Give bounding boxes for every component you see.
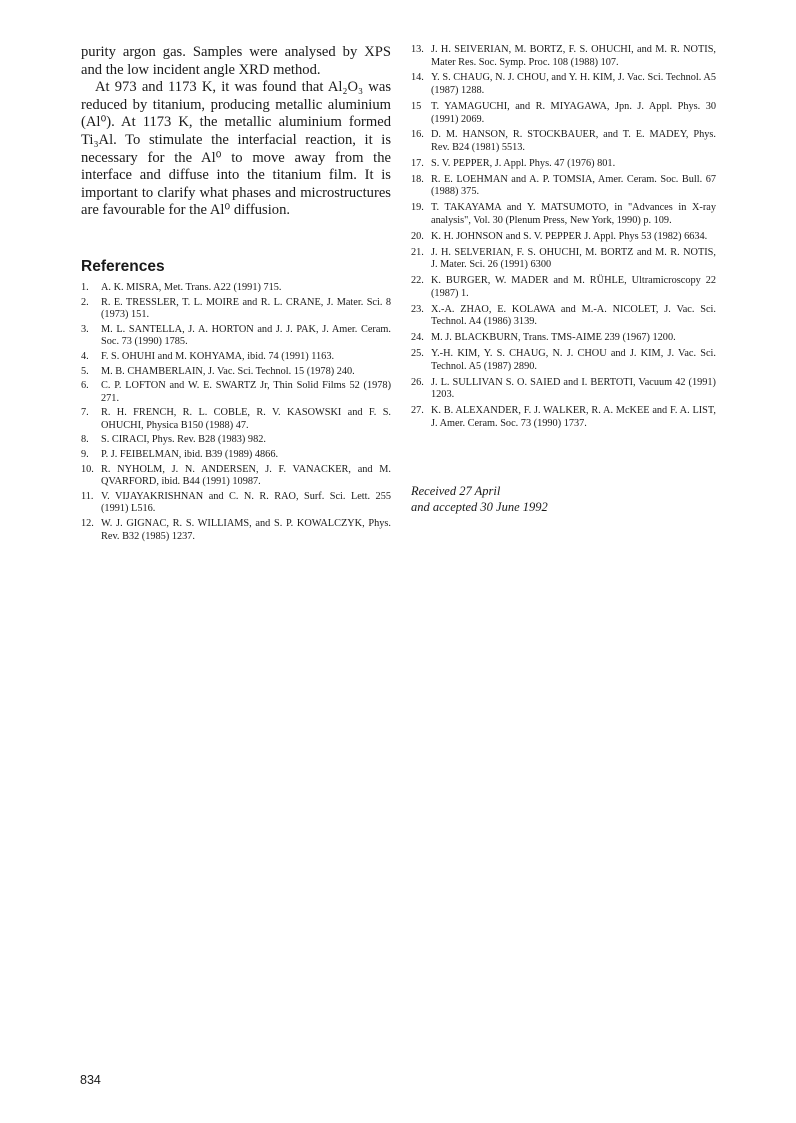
reference-text: M. J. BLACKBURN, Trans. TMS-AIME 239 (1967) 1200. bbox=[431, 332, 676, 344]
references-list-left bbox=[81, 282, 391, 543]
right-column bbox=[411, 44, 716, 433]
reference-text: A. K. MISRA, Met. Trans. A22 (1991) 715. bbox=[101, 281, 282, 293]
reference-text: J. H. SEIVERIAN, M. BORTZ, F. S. OHUCHI, and M. R. NOTIS, Mater Res. Soc. Symp. Proc. 108 (1988) 107. bbox=[431, 44, 716, 68]
reference-text: R. E. LOEHMAN and A. P. TOMSIA, Amer. Ceram. Soc. Bull. 67 (1988) 375. bbox=[431, 173, 716, 198]
reference-entry bbox=[81, 464, 391, 489]
reference-entry bbox=[81, 366, 391, 379]
reference-entry bbox=[411, 348, 716, 373]
reference-text: W. J. GIGNAC, R. S. WILLIAMS, and S. P. KOWALCZYK, Phys. Rev. B32 (1985) 1237. bbox=[101, 518, 391, 542]
references-heading: References bbox=[81, 257, 165, 275]
reference-entry bbox=[411, 332, 716, 345]
accepted-line: and accepted 30 June 1992 bbox=[411, 499, 548, 514]
reference-number: 9. bbox=[81, 449, 89, 461]
reference-number: 1. bbox=[81, 281, 89, 293]
received-line: Received 27 April bbox=[411, 484, 501, 498]
reference-number: 20. bbox=[411, 230, 424, 242]
reference-entry bbox=[81, 351, 391, 364]
reference-number: 5. bbox=[81, 365, 89, 377]
reference-number: 23. bbox=[411, 303, 424, 315]
reference-text: M. L. SANTELLA, J. A. HORTON and J. J. PAK, J. Amer. Ceram. Soc. 73 (1990) 1785. bbox=[101, 323, 391, 348]
reference-number: 18. bbox=[411, 173, 424, 185]
received-dates bbox=[411, 484, 548, 515]
reference-number: 6. bbox=[81, 380, 89, 392]
reference-number: 7. bbox=[81, 407, 89, 419]
reference-text: K. B. ALEXANDER, F. J. WALKER, R. A. McKEE and F. A. LIST, J. Amer. Ceram. Soc. 73 (1990) 1737. bbox=[431, 405, 716, 429]
reference-text: S. V. PEPPER, J. Appl. Phys. 47 (1976) 801. bbox=[431, 157, 616, 169]
reference-text: Y.-H. KIM, Y. S. CHAUG, N. J. CHOU and J. KIM, J. Vac. Sci. Technol. A5 (1987) 2890. bbox=[431, 348, 716, 372]
reference-number: 22. bbox=[411, 275, 424, 287]
reference-entry bbox=[411, 101, 716, 126]
reference-number: 19. bbox=[411, 202, 424, 214]
reference-entry bbox=[411, 202, 716, 227]
body-paragraph-2: At 973 and 1173 K, it was found that Al₂O₃ was reduced by titanium, producing metallic aluminium (Al⁰). At 1173 K, the metallic aluminium formed Ti₃Al. To stimulate the interfacial reaction, it is necessary for the Al⁰ to move away from the interface and diffuse into the titanium film. It is important to clarify what phases and microstructures are favourable for the Al⁰ diffusion. bbox=[81, 79, 391, 219]
reference-entry bbox=[411, 158, 716, 171]
reference-text: R. H. FRENCH, R. L. COBLE, R. V. KASOWSKI and F. S. OHUCHI, Physica B150 (1988) 47. bbox=[101, 407, 391, 431]
reference-text: K. H. JOHNSON and S. V. PEPPER J. Appl. Phys 53 (1982) 6634. bbox=[431, 230, 708, 242]
reference-text: J. L. SULLIVAN S. O. SAIED and I. BERTOTI, Vacuum 42 (1991) 1203. bbox=[431, 376, 716, 401]
reference-text: F. S. OHUHI and M. KOHYAMA, ibid. 74 (1991) 1163. bbox=[101, 350, 335, 362]
reference-number: 2. bbox=[81, 296, 89, 308]
reference-number: 10. bbox=[81, 463, 94, 475]
reference-number: 15 bbox=[411, 100, 422, 112]
reference-entry bbox=[81, 518, 391, 543]
reference-entry bbox=[411, 44, 716, 69]
reference-entry bbox=[411, 377, 716, 402]
reference-number: 8. bbox=[81, 434, 89, 446]
reference-number: 3. bbox=[81, 323, 89, 335]
reference-text: S. CIRACI, Phys. Rev. B28 (1983) 982. bbox=[101, 434, 266, 446]
reference-entry bbox=[411, 275, 716, 300]
reference-entry bbox=[411, 231, 716, 244]
references-list-right bbox=[411, 44, 716, 430]
reference-text: R. NYHOLM, J. N. ANDERSEN, J. F. VANACKER, and M. QVARFORD, ibid. B44 (1991) 10987. bbox=[101, 463, 391, 488]
reference-number: 12. bbox=[81, 518, 94, 530]
reference-number: 26. bbox=[411, 376, 424, 388]
reference-text: J. H. SELVERIAN, F. S. OHUCHI, M. BORTZ and M. R. NOTIS, J. Mater. Sci. 26 (1991) 6300 bbox=[431, 246, 716, 271]
reference-text: M. B. CHAMBERLAIN, J. Vac. Sci. Technol. 15 (1978) 240. bbox=[101, 365, 355, 377]
reference-entry bbox=[411, 247, 716, 272]
reference-entry bbox=[411, 405, 716, 430]
reference-text: T. YAMAGUCHI, and R. MIYAGAWA, Jpn. J. Appl. Phys. 30 (1991) 2069. bbox=[431, 100, 716, 125]
reference-text: C. P. LOFTON and W. E. SWARTZ Jr, Thin Solid Films 52 (1978) 271. bbox=[101, 380, 391, 404]
reference-entry bbox=[81, 449, 391, 462]
reference-number: 17. bbox=[411, 157, 424, 169]
reference-text: P. J. FEIBELMAN, ibid. B39 (1989) 4866. bbox=[101, 449, 279, 461]
reference-entry bbox=[81, 407, 391, 432]
reference-text: X.-A. ZHAO, E. KOLAWA and M.-A. NICOLET, J. Vac. Sci. Technol. A4 (1986) 3139. bbox=[431, 303, 716, 328]
reference-number: 14. bbox=[411, 72, 424, 84]
reference-number: 24. bbox=[411, 332, 424, 344]
reference-entry bbox=[411, 174, 716, 199]
reference-entry bbox=[81, 297, 391, 322]
page-number: 834 bbox=[80, 1073, 101, 1087]
reference-entry bbox=[81, 380, 391, 405]
reference-number: 25. bbox=[411, 348, 424, 360]
reference-entry bbox=[411, 304, 716, 329]
reference-text: Y. S. CHAUG, N. J. CHOU, and Y. H. KIM, J. Vac. Sci. Technol. A5 (1987) 1288. bbox=[431, 72, 716, 97]
reference-number: 27. bbox=[411, 405, 424, 416]
reference-entry bbox=[81, 491, 391, 516]
reference-entry bbox=[81, 282, 391, 295]
reference-text: R. E. TRESSLER, T. L. MOIRE and R. L. CRANE, J. Mater. Sci. 8 (1973) 151. bbox=[101, 296, 391, 321]
left-column bbox=[81, 44, 391, 545]
reference-entry bbox=[411, 72, 716, 97]
reference-text: V. VIJAYAKRISHNAN and C. N. R. RAO, Surf. Sci. Lett. 255 (1991) L516. bbox=[101, 490, 391, 515]
reference-text: T. TAKAYAMA and Y. MATSUMOTO, in "Advances in X-ray analysis", Vol. 30 (Plenum Press, New York, 1990) p. 109. bbox=[431, 202, 716, 226]
reference-text: K. BURGER, W. MADER and M. RÜHLE, Ultramicroscopy 22 (1987) 1. bbox=[431, 275, 716, 299]
reference-number: 21. bbox=[411, 246, 424, 258]
body-paragraph-1: purity argon gas. Samples were analysed by XPS and the low incident angle XRD method. bbox=[81, 44, 391, 78]
reference-entry bbox=[81, 324, 391, 349]
reference-number: 11. bbox=[81, 490, 94, 502]
reference-entry bbox=[411, 129, 716, 154]
reference-entry bbox=[81, 434, 391, 447]
reference-text: D. M. HANSON, R. STOCKBAUER, and T. E. MADEY, Phys. Rev. B24 (1981) 5513. bbox=[431, 129, 716, 154]
reference-number: 13. bbox=[411, 44, 424, 55]
reference-number: 4. bbox=[81, 350, 89, 362]
reference-number: 16. bbox=[411, 129, 424, 141]
